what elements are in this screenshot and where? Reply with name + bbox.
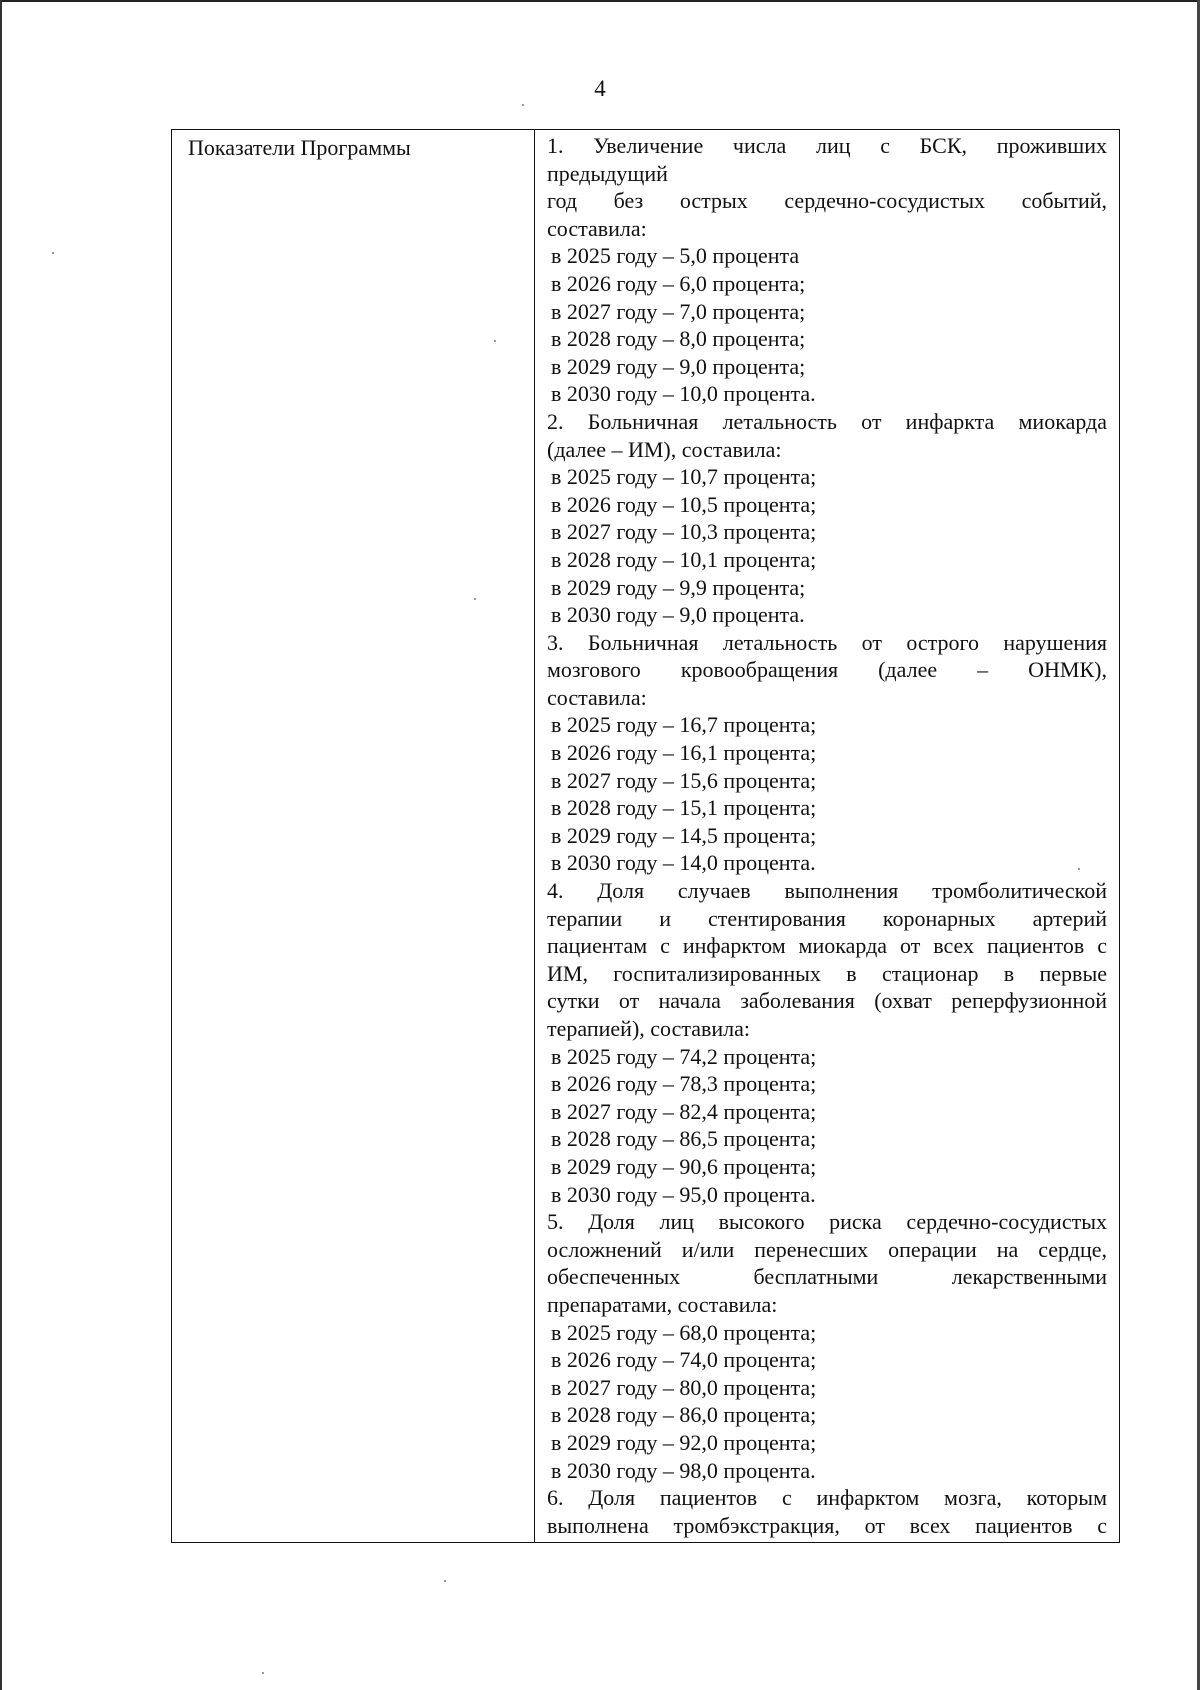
indicator-line: в 2026 году – 78,3 процента; [551,1071,817,1097]
indicator-line: в 2028 году – 10,1 процента; [551,546,817,572]
indicator-line: в 2025 году – 16,7 процента; [551,712,817,738]
indicator-line: в 2025 году – 10,7 процента; [551,464,817,490]
indicator-line: (далее – ИМ), составила: [547,436,782,462]
indicator-line: в 2026 году – 16,1 процента; [551,740,817,766]
indicator-line: в 2027 году – 10,3 процента; [551,519,817,545]
indicator-line: пациентам с инфарктом миокарда от всех пациентов с [547,933,1107,959]
indicator-line: 3. Больничная летальность от острого нарушения [547,629,1107,655]
scan-speck [262,1672,264,1674]
page-number: 4 [594,76,606,101]
indicator-line: в 2026 году – 6,0 процента; [551,270,806,296]
program-indicators-table [171,129,1120,1543]
scan-speck [522,104,524,106]
indicator-line: сутки от начала заболевания (охват реперфузионной [547,988,1107,1014]
indicator-line: 5. Доля лиц высокого риска сердечно-сосудистых [547,1209,1107,1235]
indicator-line: осложнений и/или перенесших операции на сердце, [547,1236,1107,1262]
indicator-line: в 2030 году – 9,0 процента. [551,602,805,628]
scan-edge-left [0,0,2,1690]
indicator-line: составила: [547,684,647,710]
indicator-line: в 2025 году – 74,2 процента; [551,1043,817,1069]
indicator-line: предыдущий [547,160,668,186]
scan-speck [1078,868,1080,870]
scan-speck [52,252,54,254]
indicator-line: обеспеченных бесплатными лекарственными [547,1264,1107,1290]
scan-speck [494,340,496,342]
table-content-column [535,130,1119,1542]
indicator-line: в 2028 году – 15,1 процента; [551,795,817,821]
indicator-line: 2. Больничная летальность от инфаркта миокарда [547,408,1107,434]
indicator-line: в 2027 году – 80,0 процента; [551,1374,817,1400]
indicators-label: Показатели Программы [188,135,411,160]
indicator-line: в 2030 году – 95,0 процента. [551,1181,816,1207]
indicator-line: в 2025 году – 5,0 процента [551,243,800,269]
indicator-line: в 2029 году – 9,0 процента; [551,353,806,379]
indicator-line: в 2030 году – 10,0 процента. [551,381,816,407]
indicator-line: в 2027 году – 15,6 процента; [551,767,817,793]
scan-edge-top [0,0,1200,2]
indicator-line: год без острых сердечно-сосудистых событий, [547,188,1107,214]
indicator-line: мозгового кровообращения (далее – ОНМК), [547,657,1107,683]
indicator-line: в 2030 году – 14,0 процента. [551,850,816,876]
scan-speck [444,1580,446,1582]
indicator-line: в 2027 году – 7,0 процента; [551,298,806,324]
scan-speck [474,598,476,600]
indicator-line: в 2029 году – 92,0 процента; [551,1429,817,1455]
indicator-line: в 2029 году – 9,9 процента; [551,574,806,600]
indicator-line: в 2027 году – 82,4 процента; [551,1098,817,1124]
indicator-line: препаратами, составила: [547,1291,778,1317]
indicator-line: терапией), составила: [547,1016,751,1041]
indicator-line: в 2029 году – 90,6 процента; [551,1153,817,1179]
indicator-line: 6. Доля пациентов с инфарктом мозга, которым [547,1485,1107,1511]
indicator-line: выполнена тромбэкстракция, от всех пациентов с [547,1512,1107,1538]
indicator-line: в 2026 году – 74,0 процента; [551,1347,817,1373]
indicator-line: ИМ, госпитализированных в стационар в первые [547,960,1107,986]
indicator-line: в 2025 году – 68,0 процента; [551,1319,817,1345]
indicator-line: в 2028 году – 8,0 процента; [551,326,806,352]
indicator-line: в 2029 году – 14,5 процента; [551,822,817,848]
indicator-line: в 2028 году – 86,0 процента; [551,1402,817,1428]
indicator-line: в 2030 году – 98,0 процента. [551,1457,816,1483]
indicator-line: терапии и стентирования коронарных артерий [547,905,1107,931]
indicator-line: в 2026 году – 10,5 процента; [551,491,817,517]
indicator-line: в 2028 году – 86,5 процента; [551,1126,817,1152]
table-label-column [172,130,535,1542]
indicator-line: составила: [547,215,647,241]
indicator-line: 1. Увеличение числа лиц с БСК, проживших [547,133,1107,158]
indicator-line: 4. Доля случаев выполнения тромболитической [547,878,1107,904]
